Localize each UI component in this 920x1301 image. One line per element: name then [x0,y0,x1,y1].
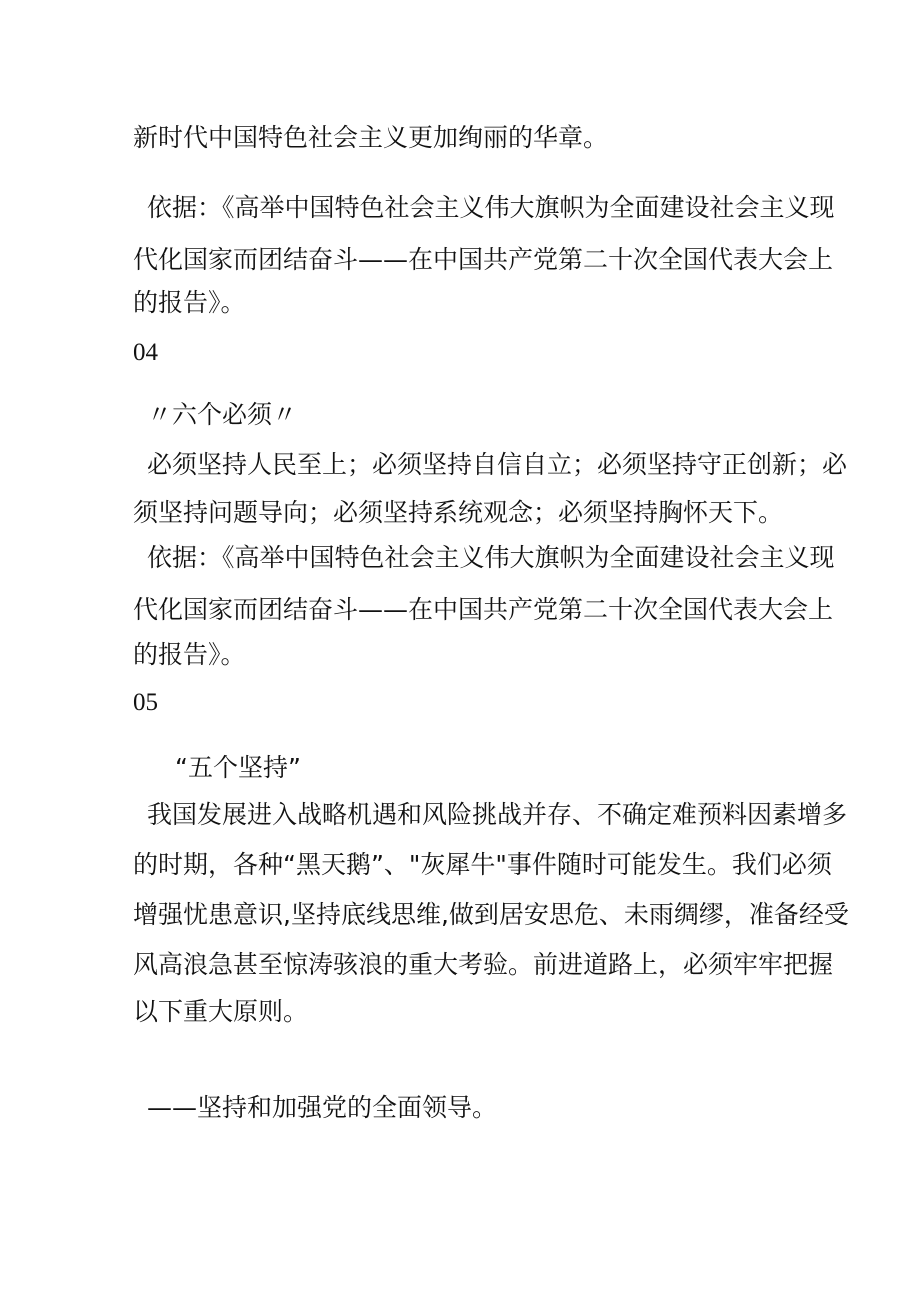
body-line-five-adheres-2: 的时期，各种“黑天鹅”、"灰犀牛"事件随时可能发生。我们必须 [133,850,832,879]
citation-line-4: 依据：《高举中国特色社会主义伟大旗帜为全面建设社会主义现 [147,543,835,572]
paragraph-line-closing: 新时代中国特色社会主义更加绚丽的华章。 [133,123,609,152]
citation-line-5: 代化国家而团结奋斗——在中国共产党第二十次全国代表大会上 [133,595,834,624]
body-line-five-adheres-4: 风高浪急甚至惊涛骇浪的重大考验。前进道路上，必须牢牢把握 [133,950,834,979]
section-heading-five-adheres: “五个坚持” [175,753,301,782]
citation-line-1: 依据：《高举中国特色社会主义伟大旗帜为全面建设社会主义现 [147,193,835,222]
principle-line-1: ——坚持和加强党的全面领导。 [147,1093,498,1122]
citation-line-3: 的报告》。 [133,288,246,317]
section-number-04: 04 [133,339,158,366]
body-line-five-adheres-1: 我国发展进入战略机遇和风险挑战并存、不确定难预料因素增多 [147,800,848,829]
section-number-05: 05 [133,689,158,716]
citation-line-2: 代化国家而团结奋斗——在中国共产党第二十次全国代表大会上 [133,245,834,274]
body-line-six-musts-1: 必须坚持人民至上；必须坚持自信自立；必须坚持守正创新；必 [147,450,848,479]
citation-line-6: 的报告》。 [133,640,246,669]
section-heading-six-musts: 〃六个必须〃 [147,400,298,429]
body-line-five-adheres-5: 以下重大原则。 [133,997,309,1026]
body-line-six-musts-2: 须坚持问题导向；必须坚持系统观念；必须坚持胸怀天下。 [133,498,784,527]
body-line-five-adheres-3: 增强忧患意识,坚持底线思维,做到居安思危、未雨绸缪，准备经受 [133,900,849,929]
